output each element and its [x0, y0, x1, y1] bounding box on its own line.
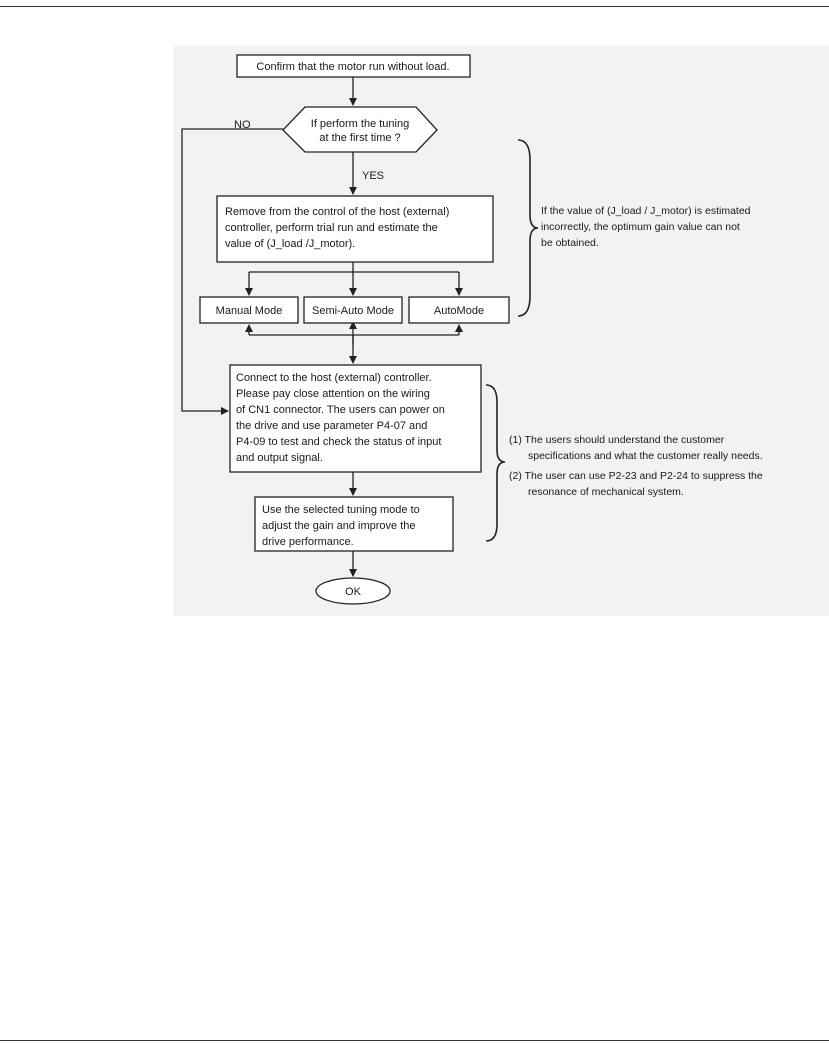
start-step — [237, 55, 470, 77]
tuning-line-3: drive performance. — [262, 536, 354, 548]
yes-label: YES — [362, 170, 385, 182]
user-note-line-4: resonance of mechanical system. — [528, 486, 684, 498]
no-label: NO — [234, 119, 251, 131]
connect-line-6: and output signal. — [236, 452, 323, 464]
inertia-note-line-2: incorrectly, the optimum gain value can not — [541, 221, 740, 233]
footer-rule — [0, 1040, 829, 1041]
trial-run-step — [217, 196, 493, 262]
mode-auto-label: AutoMode — [433, 305, 485, 317]
brace-trial-modes — [518, 140, 538, 316]
decision-line-2: at the first time ? — [319, 132, 401, 144]
end-ok — [316, 578, 390, 604]
user-note-line-2: specifications and what the customer really needs. — [528, 450, 763, 462]
start-step-label: Confirm that the motor run without load. — [256, 61, 450, 73]
mode-manual-label: Manual Mode — [215, 305, 283, 317]
connect-line-2: Please pay close attention on the wiring — [236, 388, 430, 400]
connect-host-step — [230, 365, 481, 472]
tuning-line-2: adjust the gain and improve the — [262, 520, 416, 532]
user-note-line-3: (2) The user can use P2-23 and P2-24 to suppress the — [509, 470, 763, 482]
trial-line-2: controller, perform trial run and estimate the — [225, 222, 438, 234]
connect-line-4: the drive and use parameter P4-07 and — [236, 420, 428, 432]
mode-semi-auto — [304, 297, 402, 323]
decision-first-time — [283, 107, 437, 152]
mode-auto — [409, 297, 509, 323]
inertia-note — [541, 205, 751, 249]
mode-manual — [200, 297, 298, 323]
inertia-note-line-3: be obtained. — [541, 237, 599, 249]
decision-line-1: If perform the tuning — [310, 118, 410, 130]
brace-connect-tuning — [486, 385, 505, 541]
inertia-note-line-1: If the value of (J_load / J_motor) is estimated — [541, 205, 751, 217]
connect-line-3: of CN1 connector. The users can power on — [236, 404, 445, 416]
trial-line-3: value of (J_load /J_motor). — [225, 238, 356, 250]
end-ok-label: OK — [345, 586, 361, 598]
connect-line-5: P4-09 to test and check the status of input — [236, 436, 442, 448]
trial-line-1: Remove from the control of the host (external) — [225, 206, 450, 218]
user-notes — [509, 434, 763, 498]
tuning-step — [255, 497, 453, 551]
tuning-line-1: Use the selected tuning mode to — [262, 504, 420, 516]
mode-semi-auto-label: Semi-Auto Mode — [312, 305, 394, 317]
connect-line-1: Connect to the host (external) controller. — [236, 372, 432, 384]
user-note-line-1: (1) The users should understand the customer — [509, 434, 725, 446]
